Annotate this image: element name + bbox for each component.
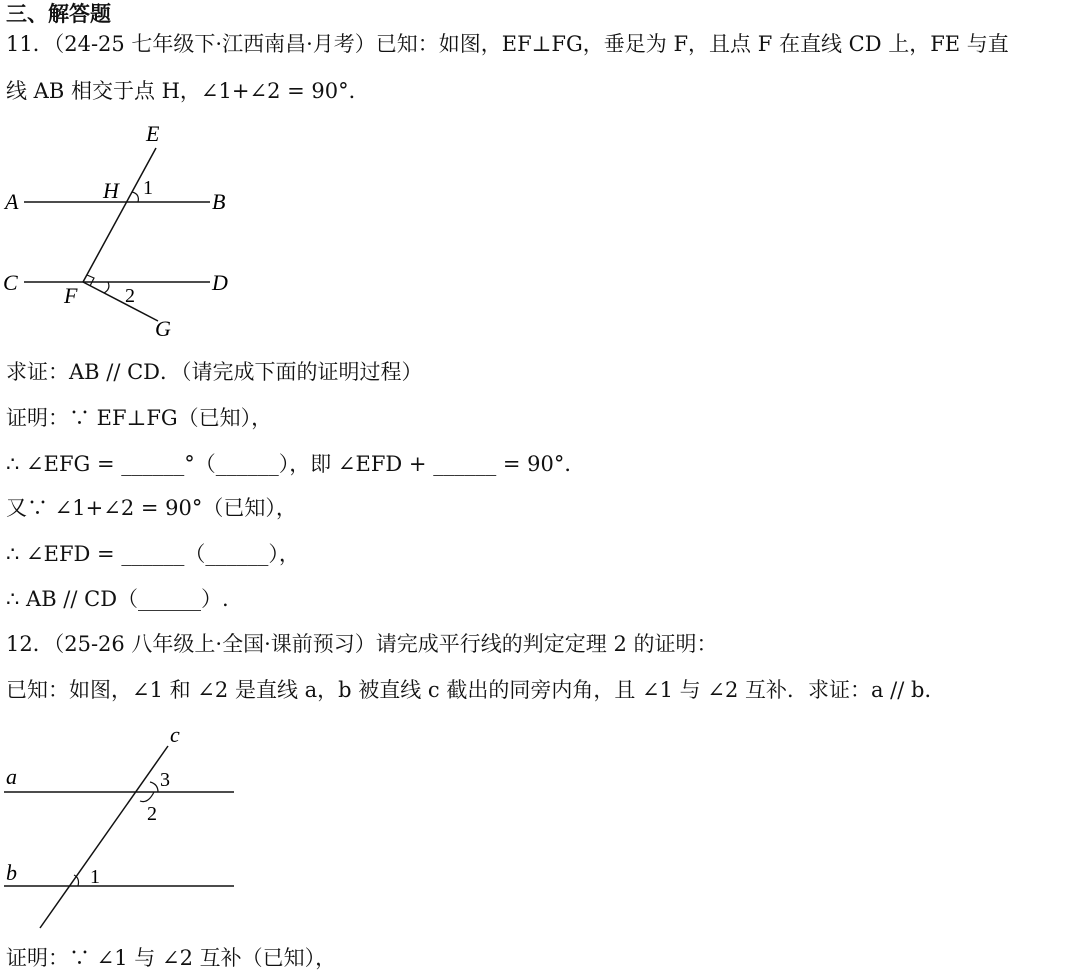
label-h: H xyxy=(103,178,119,203)
label-c: C xyxy=(3,270,18,295)
q11-statement-line2: 线 AB 相交于点 H，∠1+∠2 = 90°． xyxy=(6,79,370,103)
label-b: B xyxy=(212,189,226,214)
q11-proof-line5: ∴ AB // CD（______）. xyxy=(6,587,229,611)
label-e: E xyxy=(146,121,160,146)
label-angle1: 1 xyxy=(143,177,153,199)
q11-proof-line3: 又∵ ∠1+∠2 = 90°（已知）， xyxy=(6,496,297,520)
q11-proof-line2: ∴ ∠EFG = ______°（______），即 ∠EFD + ______ = 90°． xyxy=(6,452,586,476)
angle3-arc xyxy=(150,782,158,792)
label-angle2-q12: 2 xyxy=(147,803,157,825)
label-a: A xyxy=(5,189,19,214)
line-ef xyxy=(83,148,156,282)
q11-figure xyxy=(0,115,260,345)
q12-proof-line1: 证明：∵ ∠1 与 ∠2 互补（已知）， xyxy=(6,946,337,970)
section-title xyxy=(6,0,111,28)
q12-statement-line2: 已知：如图，∠1 和 ∠2 是直线 a，b 被直线 c 截出的同旁内角，且 ∠1 与 ∠2 互补．求证：a // b． xyxy=(6,678,946,702)
angle1-arc xyxy=(132,192,138,202)
angle1-arc-q12 xyxy=(74,875,79,886)
q12-statement-line1: 12．（25-26 八年级上·全国·课前预习）请完成平行线的判定定理 2 的证明： xyxy=(6,632,718,656)
line-c xyxy=(40,746,168,928)
label-angle3: 3 xyxy=(160,769,170,791)
label-angle2: 2 xyxy=(125,285,135,307)
label-a-line: a xyxy=(6,764,17,789)
label-c-line: c xyxy=(170,722,180,747)
label-d: D xyxy=(212,270,228,295)
q11-proof-line4: ∴ ∠EFD = ______（______）， xyxy=(6,542,300,566)
q12-figure xyxy=(0,720,260,935)
q11-statement-line1: 11．（24-25 七年级下·江西南昌·月考）已知：如图，EF⊥FG，垂足为 F，且点 F 在直线 CD 上，FE 与直 xyxy=(6,32,1009,56)
angle2-arc xyxy=(104,282,109,293)
angle2-arc-q12 xyxy=(140,792,154,802)
q11-prove-statement: 求证：AB // CD．（请完成下面的证明过程） xyxy=(6,360,423,384)
label-b-line: b xyxy=(6,860,17,885)
label-f: F xyxy=(64,283,78,308)
section-title-text: 三、解答题 xyxy=(6,1,111,26)
q11-proof-line1: 证明：∵ EF⊥FG（已知）， xyxy=(6,406,273,430)
label-angle1-q12: 1 xyxy=(90,866,100,888)
label-g: G xyxy=(155,316,171,341)
ray-fg xyxy=(83,282,158,321)
